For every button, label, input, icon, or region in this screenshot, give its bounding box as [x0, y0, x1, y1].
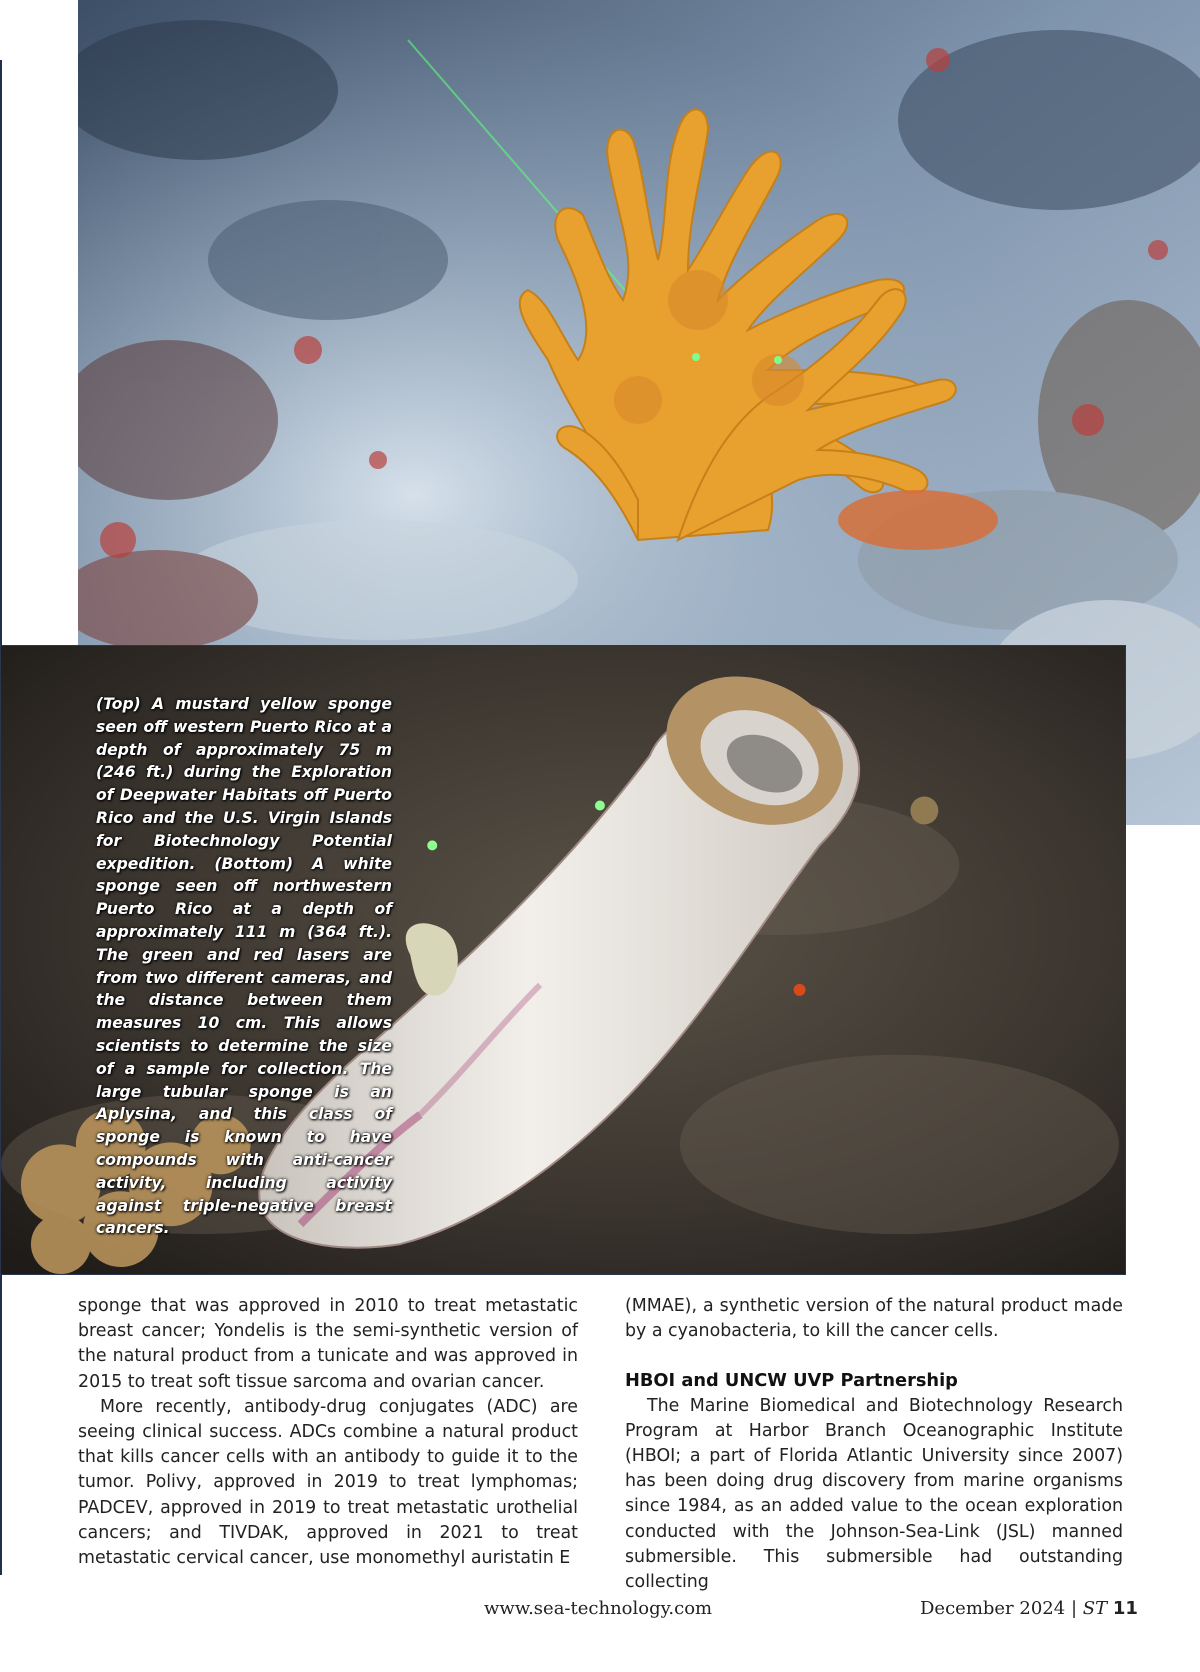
- paragraph: More recently, antibody-drug conjugates (ADC) are seeing clinical success. ADCs combine a natural product that kills cancer cells with an antibody to guide it to the tumor. Polivy, approved in 2019 to treat lymphomas; PADCEV, approved in 2019 to treat metastatic urothelial cancers; and TIVDAK, approved in 2021 to treat metastatic cervical cancer, use monomethyl auristatin E: [78, 1396, 578, 1569]
- article-column-left: [78, 1294, 578, 1571]
- paragraph: The Marine Biomedical and Biotechnology Research Program at Harbor Branch Oceanographic Institute (HBOI; a part of Florida Atlantic University since 2007) has been doing drug discovery from marine organisms since 1984, as an added value to the ocean exploration conducted with the Johnson-Sea-Link (JSL) manned submersible. This submersible had outstanding collecting: [625, 1395, 1123, 1593]
- footer-date: December 2024: [920, 1598, 1066, 1619]
- section-heading: HBOI and UNCW UVP Partnership: [625, 1370, 958, 1392]
- paragraph: (MMAE), a synthetic version of the natural product made by a cyanobacteria, to kill the cancer cells.: [625, 1296, 1123, 1342]
- footer-url[interactable]: www.sea-technology.com: [484, 1598, 713, 1619]
- footer-separator: |: [1070, 1598, 1078, 1619]
- page-number: 11: [1112, 1598, 1138, 1619]
- footer-magazine: ST: [1082, 1598, 1108, 1619]
- article-column-right: [625, 1294, 1123, 1595]
- photo-caption: (Top) A mustard yellow sponge seen off western Puerto Rico at a depth of approximately 75 m (246 ft.) during the Exploration of Deepwater Habitats off Puerto Rico and the U.S. Virgin Islands for Biotechnology Potential expedition. (Bottom) A white sponge seen off northwestern Puerto Rico at a depth of approximately 111 m (364 ft.). The green and red lasers are from two different cameras, and the distance between them measures 10 cm. This allows scientists to determine the size of a sample for collection. The large tubular sponge is an Aplysina, and this class of sponge is known to have compounds with anti-cancer activity, including activity against triple-negative breast cancers.: [96, 695, 392, 1238]
- footer-issue-info: [920, 1598, 1138, 1619]
- paragraph: sponge that was approved in 2010 to treat metastatic breast cancer; Yondelis is the semi-synthetic version of the natural product from a tunicate and was approved in 2015 to treat soft tissue sarcoma and ovarian cancer.: [78, 1296, 578, 1392]
